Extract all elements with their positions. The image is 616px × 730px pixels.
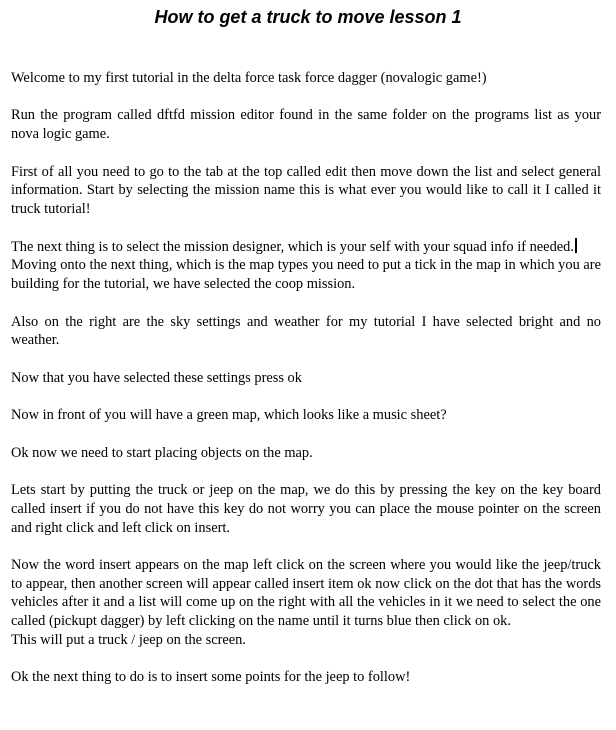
document-body bbox=[11, 69, 601, 706]
paragraph-press-ok: Now that you have selected these settings press ok bbox=[11, 369, 302, 386]
paragraph-insert-key: Lets start by putting the truck or jeep on the map, we do this by pressing the key on the key board called insert if you do not have this key do not worry you can place the mouse pointer on the screen and right click and left click on insert. bbox=[11, 481, 601, 536]
paragraph-placing-objects: Ok now we need to start placing objects on the map. bbox=[11, 444, 313, 461]
paragraph-map-types: Moving onto the next thing, which is the map types you need to put a tick in the map in which you are building for the tutorial, we have selected the coop mission. bbox=[11, 257, 601, 293]
paragraph-insert-points: Ok the next thing to do is to insert some points for the jeep to follow! bbox=[11, 669, 411, 686]
paragraph-welcome: Welcome to my first tutorial in the delta force task force dagger (novalogic game!) bbox=[11, 70, 487, 86]
paragraph-general-information: First of all you need to go to the tab at the top called edit then move down the list and select general information. Start by selecting the mission name this is what ever you would like to call it I called it truck tutorial! bbox=[11, 163, 601, 218]
paragraph-truck-on-screen: This will put a truck / jeep on the screen. bbox=[11, 632, 246, 649]
text-cursor bbox=[575, 238, 577, 253]
paragraph-mission-designer bbox=[11, 238, 601, 257]
paragraph-run-program: Run the program called dftfd mission editor found in the same folder on the programs list as your nova logic game. bbox=[11, 107, 601, 143]
paragraph-insert-item: Now the word insert appears on the map left click on the screen where you would like the jeep/truck to appear, then another screen will appear called insert item ok now click on the dot that has the words vehicles after it and a list will come up on the right with all the vehicles in it we need to select the one called (pickupt dagger) by left clicking on the name until it turns blue then click on ok. bbox=[11, 556, 601, 630]
paragraph-sky-settings: Also on the right are the sky settings and weather for my tutorial I have selected bright and no weather. bbox=[11, 313, 601, 349]
paragraph-mission-designer-text: The next thing is to select the mission designer, which is your self with your squad info if needed. bbox=[11, 238, 574, 255]
document-title: How to get a truck to move lesson 1 bbox=[154, 7, 462, 27]
paragraph-green-map: Now in front of you will have a green map, which looks like a music sheet? bbox=[11, 407, 447, 424]
